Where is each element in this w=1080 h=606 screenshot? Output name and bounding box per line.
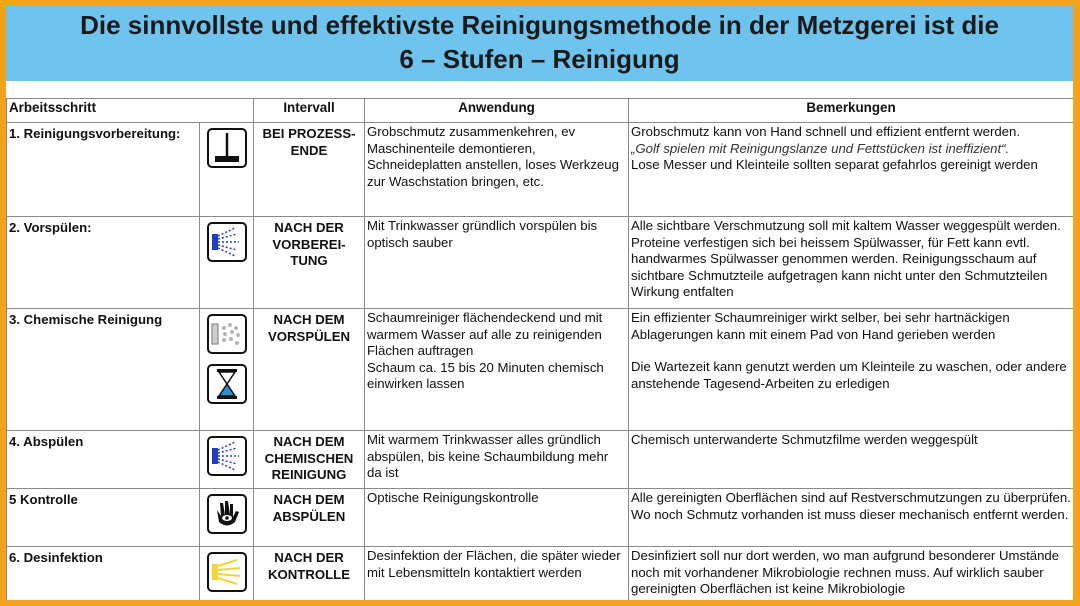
remarks: Desinfiziert soll nur dort werden, wo man aufgrund besonderer Umstände noch mit vorhandener Mikrobiologie rechnen muss. Auf wirklich sauber gereinigten Oberflächen ist keine Mikrobiologie — [629, 547, 1074, 601]
title-line-2: 6 – Stufen – Reinigung — [399, 44, 680, 74]
remarks: Alle gereinigten Oberflächen sind auf Restverschmutzungen zu überprüfen. Wo noch Schmutz vorhanden ist muss dieser mechanisch entfernt werden. — [629, 489, 1074, 547]
spacer — [6, 81, 1073, 98]
remarks: Ein effizienter Schaumreiniger wirkt selber, bei sehr hartnäckigen Ablagerungen kann mit einem Pad von Hand gerieben werden Die Wartezeit kann genutzt werden um Kleinteile zu waschen, oder andere anstehende Tagesend-Arbeiten zu erledigen — [629, 309, 1074, 431]
title-line-1: Die sinnvollste und effektivste Reinigungsmethode in der Metzgerei ist die — [80, 10, 999, 40]
water-spray-icon — [207, 222, 247, 262]
interval: NACH DER KONTROLLE — [254, 547, 365, 601]
application: Mit warmem Trinkwasser alles gründlich abspülen, bis keine Schaumbildung mehr da ist — [365, 431, 629, 489]
table-row — [7, 123, 1074, 217]
application: Mit Trinkwasser gründlich vorspülen bis optisch sauber — [365, 217, 629, 309]
step-label: 5 Kontrolle — [7, 489, 200, 547]
foam-spray-icon — [207, 314, 247, 354]
water-spray-icon — [207, 436, 247, 476]
step-label: 1. Reinigungsvorbereitung: — [7, 123, 200, 217]
step-label: 4. Abspülen — [7, 431, 200, 489]
table-row — [7, 489, 1074, 547]
table-row — [7, 309, 1074, 431]
col-header-application: Anwendung — [365, 99, 629, 123]
interval: NACH DEM ABSPÜLEN — [254, 489, 365, 547]
col-header-interval: Intervall — [254, 99, 365, 123]
hand-eye-icon — [207, 494, 247, 534]
broom-icon — [207, 128, 247, 168]
table-row — [7, 217, 1074, 309]
remarks: Alle sichtbare Verschmutzung soll mit kaltem Wasser weggespült werden. Proteine verfestigen sich bei heissem Spülwasser, für Fett kann evtl. handwarmes Spülwasser genommen werden. Reinigungsschaum auf sichtbare Schmutzteile aufgetragen kann nicht unter den Schmutzteilen Wirkung entfalten — [629, 217, 1074, 309]
page-title — [6, 5, 1073, 81]
application: Schaumreiniger flächendeckend und mit warmem Wasser auf alle zu reinigenden Flächen auftragen Schaum ca. 15 bis 20 Minuten chemisch einwirken lassen — [365, 309, 629, 431]
document-frame — [6, 5, 1073, 600]
interval: NACH DEM CHEMISCHEN REINIGUNG — [254, 431, 365, 489]
col-header-remarks: Bemerkungen — [629, 99, 1074, 123]
table-header-row — [7, 99, 1074, 123]
disinfect-spray-icon — [207, 552, 247, 592]
hourglass-icon — [207, 364, 247, 404]
application: Optische Reinigungskontrolle — [365, 489, 629, 547]
table-row — [7, 431, 1074, 489]
col-header-step: Arbeitsschritt — [7, 99, 254, 123]
cleaning-steps-table — [6, 98, 1073, 600]
step-label: 2. Vorspülen: — [7, 217, 200, 309]
application: Desinfektion der Flächen, die später wieder mit Lebensmitteln kontaktiert werden — [365, 547, 629, 601]
remarks: Grobschmutz kann von Hand schnell und effizient entfernt werden. „Golf spielen mit Reinigungslanze und Fettstücken ist ineffizient“. Lose Messer und Kleinteile sollten separat gefahrlos gereinigt werden — [629, 123, 1074, 217]
remarks: Chemisch unterwanderte Schmutzfilme werden weggespült — [629, 431, 1074, 489]
interval: NACH DEM VORSPÜLEN — [254, 309, 365, 431]
step-label: 6. Desinfektion — [7, 547, 200, 601]
table-row — [7, 547, 1074, 601]
application: Grobschmutz zusammenkehren, ev Maschinenteile demontieren, Schneideplatten anstellen, loses Werkzeug zur Waschstation bringen, etc. — [365, 123, 629, 217]
interval: BEI PROZESS-ENDE — [254, 123, 365, 217]
interval: NACH DER VORBEREI-TUNG — [254, 217, 365, 309]
step-label: 3. Chemische Reinigung — [7, 309, 200, 431]
